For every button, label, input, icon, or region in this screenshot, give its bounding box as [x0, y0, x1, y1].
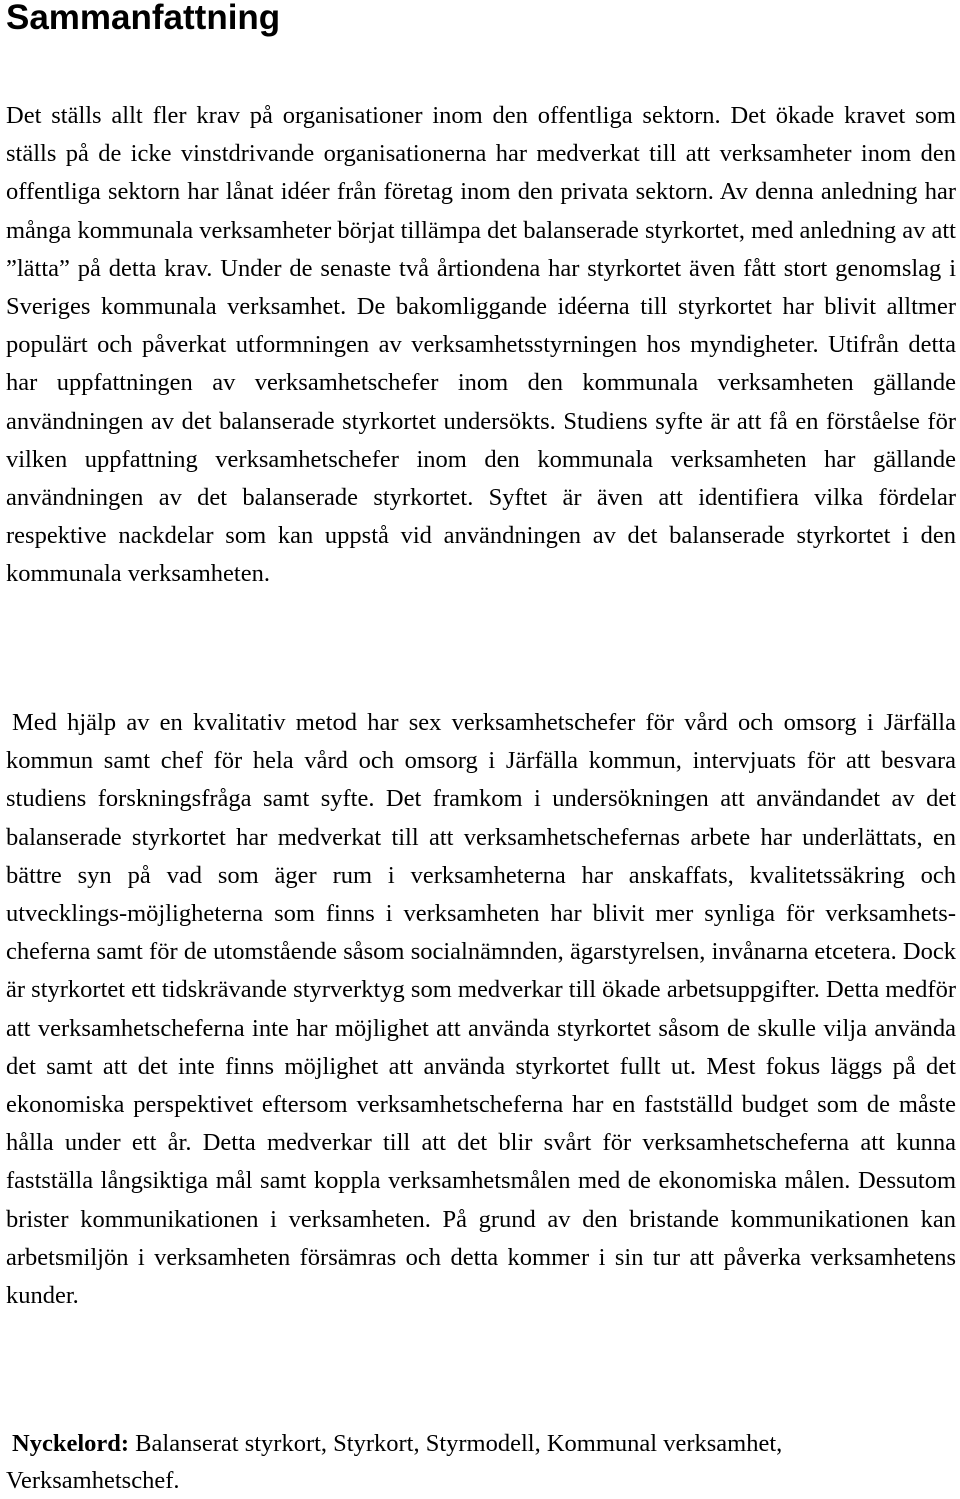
keywords-label: Nyckelord:: [12, 1430, 130, 1457]
keywords-text: Balanserat styrkort, Styrkort, Styrmodell, Kommunal verksamhet, Verksamhetschef.: [6, 1430, 783, 1494]
keywords-line: [6, 1425, 956, 1499]
summary-paragraph-1: Det ställs allt fler krav på organisationer inom den offentliga sektorn. Det ökade kravet som ställs på de icke vinstdrivande organisationerna har medverkat till att verksamheter inom den offentliga sektorn har lånat idéer från företag inom den privata sektorn. Av denna anledning har många kommunala verksamheter börjat tillämpa det balanserade styrkortet, med anledning av att ”lätta” på detta krav. Under de senaste två årtiondena har styrkortet även fått stort genomslag i Sveriges kommunala verksamhet. De bakomliggande idéerna till styrkortet har blivit alltmer populärt och påverkat utformningen av verksamhetsstyrningen hos myndigheter. Utifrån detta har uppfattningen av verksamhetschefer inom den kommunala verksamheten gällande användningen av det balanserade styrkortet undersökts. Studiens syfte är att få en förståelse för vilken uppfattning verksamhetschefer inom den kommunala verksamheten har gällande användningen av det balanserade styrkortet. Syftet är även att identifiera vilka fördelar respektive nackdelar som kan uppstå vid användningen av det balanserade styrkortet i den kommunala verksamheten.: [6, 102, 956, 588]
summary-paragraph-2: Med hjälp av en kvalitativ metod har sex verksamhetschefer för vård och omsorg i Järfälla kommun samt chef för hela vård och omsorg i Järfälla kommun, intervjuats för att besvara studiens forskningsfråga samt syfte. Det framkom i undersökningen att användandet av det balanserade styrkortet har medverkat till att verksamhetschefernas arbete har underlättats, en bättre syn på vad som äger rum i verksamheterna har anskaffats, kvalitetssäkring och utvecklings-möjligheterna som finns i verksamheten har blivit mer synliga för verksamhets-cheferna samt för de utomstående såsom socialnämnden, ägarstyrelsen, invånarna etcetera. Dock är styrkortet ett tidskrävande styrverktyg som medverkar till ökade arbetsuppgifter. Detta medför att verksamhetscheferna inte har möjlighet att använda styrkortet såsom de skulle vilja använda det samt att det inte finns möjlighet att använda styrkortet fullt ut. Mest fokus läggs på det ekonomiska perspektivet eftersom verksamhetscheferna har en fastställd budget som de måste hålla under ett år. Detta medverkar till att det blir svårt för verksamhetscheferna att kunna fastställa långsiktiga mål samt koppla verksamhetsmålen med de ekonomiska målen. Dessutom brister kommunikationen i verksamheten. På grund av den bristande kommunikationen kan arbetsmiljön i verksamheten försämras och detta kommer i sin tur att påverka verksamhetens kunder.: [6, 709, 956, 1310]
section-title: Sammanfattning: [6, 0, 281, 37]
